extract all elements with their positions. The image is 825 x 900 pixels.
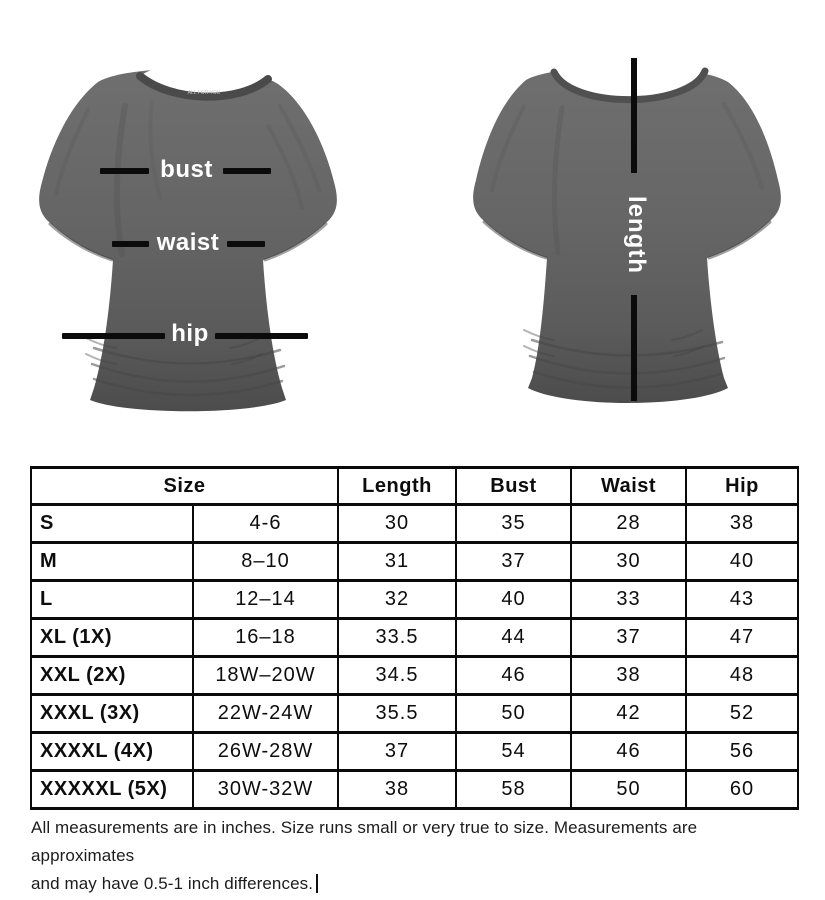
cell-hip: 52 [686, 695, 798, 733]
cell-range: 8–10 [193, 543, 338, 581]
cell-size: XXL (2X) [31, 657, 193, 695]
cell-bust: 46 [456, 657, 571, 695]
cell-range: 12–14 [193, 581, 338, 619]
header-cell-hip: Hip [686, 468, 798, 505]
header-cell-waist: Waist [571, 468, 686, 505]
cell-length: 31 [338, 543, 456, 581]
cell-length: 37 [338, 733, 456, 771]
cell-bust: 44 [456, 619, 571, 657]
cell-hip: 47 [686, 619, 798, 657]
cell-range: 22W-24W [193, 695, 338, 733]
cell-waist: 50 [571, 771, 686, 809]
cell-size: M [31, 543, 193, 581]
cell-length: 32 [338, 581, 456, 619]
cell-waist: 42 [571, 695, 686, 733]
cell-bust: 54 [456, 733, 571, 771]
header-cell-length: Length [338, 468, 456, 505]
collar-tag-text: ALL FOR YOU [187, 90, 221, 96]
cell-bust: 37 [456, 543, 571, 581]
measurement-disclaimer [31, 814, 803, 898]
header-cell-bust: Bust [456, 468, 571, 505]
hip-line-left [62, 333, 165, 339]
disclaimer-line-2: and may have 0.5-1 inch differences. [31, 874, 314, 893]
cell-hip: 40 [686, 543, 798, 581]
cell-hip: 60 [686, 771, 798, 809]
cell-range: 16–18 [193, 619, 338, 657]
cell-hip: 38 [686, 505, 798, 543]
hip-label: hip [171, 320, 209, 347]
cell-size: XXXXXL (5X) [31, 771, 193, 809]
bust-line-right [223, 168, 271, 174]
table-header-row [31, 468, 798, 505]
cell-bust: 58 [456, 771, 571, 809]
cell-length: 35.5 [338, 695, 456, 733]
cell-waist: 28 [571, 505, 686, 543]
cell-range: 18W–20W [193, 657, 338, 695]
waist-label: waist [156, 229, 220, 256]
bust-line-left [100, 168, 149, 174]
length-line-lower [631, 295, 637, 401]
cell-size: XXXL (3X) [31, 695, 193, 733]
bust-label: bust [160, 156, 213, 183]
table-row [31, 619, 798, 657]
cell-hip: 43 [686, 581, 798, 619]
cell-size: XL (1X) [31, 619, 193, 657]
waist-line-left [112, 241, 149, 247]
header-cell-size: Size [31, 468, 338, 505]
cell-range: 26W-28W [193, 733, 338, 771]
cell-waist: 37 [571, 619, 686, 657]
length-line-upper [631, 58, 637, 173]
table-row [31, 581, 798, 619]
waist-line-right [227, 241, 265, 247]
cell-waist: 30 [571, 543, 686, 581]
table-row [31, 657, 798, 695]
table-row [31, 505, 798, 543]
cell-range: 4-6 [193, 505, 338, 543]
hip-line-right [215, 333, 308, 339]
cell-length: 38 [338, 771, 456, 809]
cell-bust: 50 [456, 695, 571, 733]
cell-waist: 33 [571, 581, 686, 619]
cell-bust: 40 [456, 581, 571, 619]
cell-bust: 35 [456, 505, 571, 543]
table-row [31, 771, 798, 809]
length-label: length [623, 196, 650, 274]
cell-waist: 38 [571, 657, 686, 695]
table-row [31, 543, 798, 581]
table-row [31, 695, 798, 733]
cell-length: 30 [338, 505, 456, 543]
text-cursor [316, 874, 318, 893]
disclaimer-line-1: All measurements are in inches. Size runs small or very true to size. Measurements are approximates [31, 818, 698, 865]
cell-size: S [31, 505, 193, 543]
cell-size: XXXXL (4X) [31, 733, 193, 771]
cell-waist: 46 [571, 733, 686, 771]
cell-length: 33.5 [338, 619, 456, 657]
cell-hip: 56 [686, 733, 798, 771]
cell-size: L [31, 581, 193, 619]
cell-hip: 48 [686, 657, 798, 695]
size-table [30, 466, 799, 810]
table-row [31, 733, 798, 771]
cell-length: 34.5 [338, 657, 456, 695]
cell-range: 30W-32W [193, 771, 338, 809]
